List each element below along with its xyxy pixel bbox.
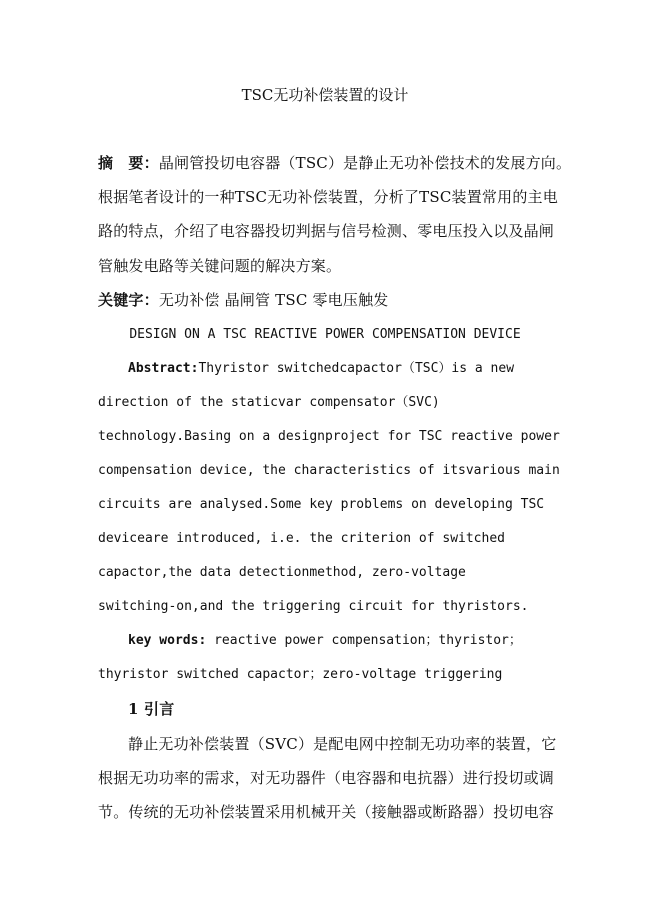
abstract-cn-label: 摘 要： — [98, 154, 159, 172]
section-1-heading: 1 引言 — [128, 700, 175, 718]
abstract-en-line-7: capactor,the data detectionmethod, zero-voltage — [98, 565, 466, 580]
abstract-cn-text-1: 晶闸管投切电容器（TSC）是静止无功补偿技术的发展方向。 — [158, 154, 572, 172]
section-1-line-1: 静止无功补偿装置（SVC）是配电网中控制无功功率的装置，它 — [128, 735, 557, 753]
abstract-en-line-5: circuits are analysed.Some key problems on developing TSC — [98, 497, 545, 512]
section-1-line-2: 根据无功功率的需求，对无功器件（电容器和电抗器）进行投切或调 — [98, 769, 555, 787]
abstract-en-text-1: Thyristor switchedcapactor（TSC）is a new — [198, 361, 515, 376]
abstract-en-line-2: direction of the staticvar compensator（SVC) — [98, 395, 440, 410]
english-title: DESIGN ON A TSC REACTIVE POWER COMPENSATION DEVICE — [129, 327, 521, 342]
abstract-en-line-4: compensation device, the characteristics of itsvarious main — [98, 463, 560, 478]
abstract-en-line-6: deviceare introduced, i.e. the criterion of switched — [98, 531, 505, 546]
keywords-en-text-1: reactive power compensation；thyristor； — [214, 633, 522, 648]
abstract-en-line-3: technology.Basing on a designproject for TSC reactive power — [98, 429, 560, 444]
keywords-cn — [98, 293, 388, 308]
abstract-cn-line-4: 管触发电路等关键问题的解决方案。 — [98, 257, 342, 275]
abstract-en-line-1 — [128, 362, 514, 375]
keywords-cn-text: 无功补偿 晶闸管 TSC 零电压触发 — [158, 291, 389, 309]
abstract-cn-line-1 — [98, 156, 571, 171]
keywords-en-label: key words: — [128, 633, 207, 648]
keywords-cn-label: 关键字： — [98, 291, 159, 309]
abstract-cn-line-2: 根据笔者设计的一种TSC无功补偿装置，分析了TSC装置常用的主电 — [98, 188, 558, 206]
abstract-en-label: Abstract: — [128, 361, 199, 376]
abstract-cn-line-3: 路的特点，介绍了电容器投切判据与信号检测、零电压投入以及晶闸 — [98, 222, 555, 240]
keywords-en-line-1 — [128, 634, 522, 647]
keywords-en-line-2: thyristor switched capactor；zero-voltage triggering — [98, 667, 503, 682]
paper-title: TSC无功补偿装置的设计 — [241, 86, 409, 104]
section-1-line-3: 节。传统的无功补偿装置采用机械开关（接触器或断路器）投切电容 — [98, 803, 555, 821]
abstract-en-line-8: switching-on,and the triggering circuit for thyristors. — [98, 599, 529, 614]
